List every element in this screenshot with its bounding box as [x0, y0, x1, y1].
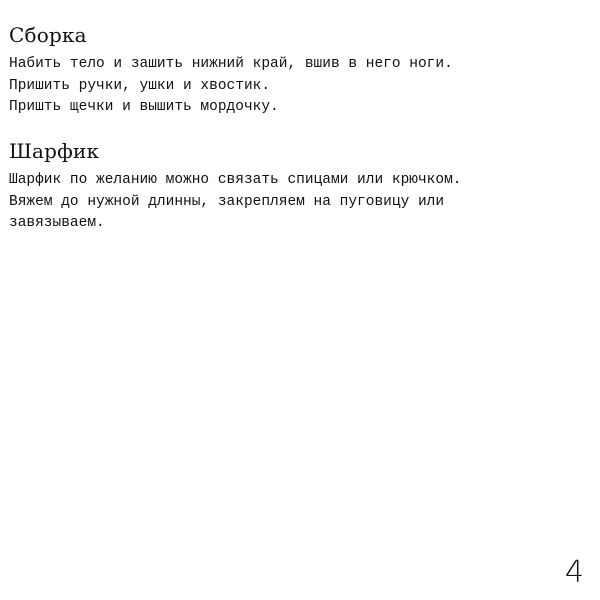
scarf-line: Шарфик по желанию можно связать спицами или крючком. — [9, 172, 462, 188]
assembly-section — [9, 22, 589, 119]
scarf-heading: Шарфик — [9, 139, 100, 163]
page-number: 4 — [564, 555, 584, 590]
assembly-heading: Сборка — [9, 23, 87, 47]
scarf-line: Вяжем до нужной длинны, закрепляем на пуговицу или — [9, 193, 445, 210]
assembly-line: Набить тело и зашить нижний край, вшив в него ноги. — [9, 56, 453, 72]
scarf-line: завязываем. — [9, 215, 105, 231]
assembly-line: Пришть щечки и вышить мордочку. — [9, 99, 279, 115]
assembly-line: Пришить ручки, ушки и хвостик. — [9, 77, 271, 94]
scarf-section — [9, 138, 589, 235]
